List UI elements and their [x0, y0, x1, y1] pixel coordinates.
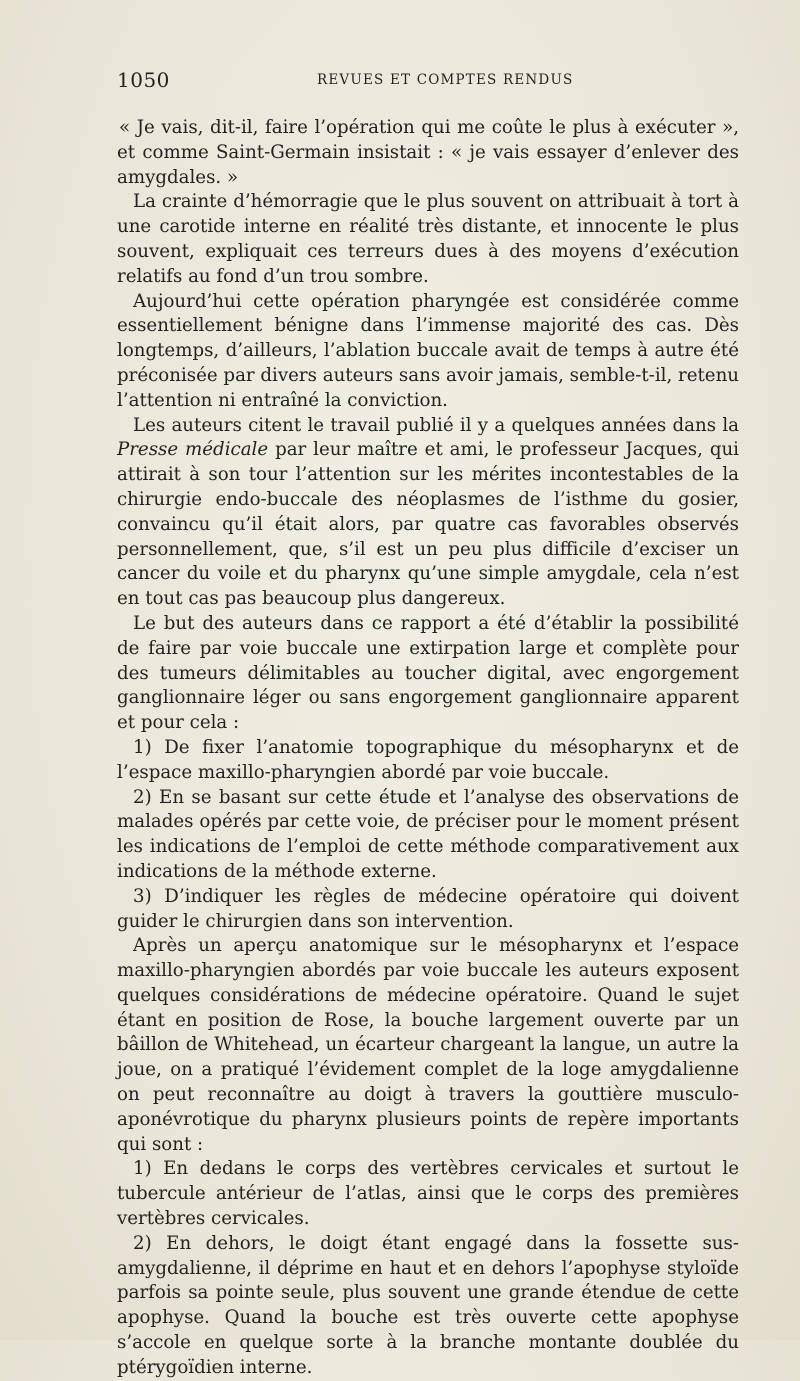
- paragraph-quote: « Je vais, dit-il, faire l’opération qui me coûte le plus à exécuter », et comme Saint-Germain insistait : « je vais essayer d’enlever des amygdales. »: [117, 117, 739, 188]
- body-text: [117, 116, 739, 1381]
- paragraph-today: Aujourd’hui cette opération pharyngée est considérée comme essentiellement bénigne dans l’immense majorité des cas. Dès longtemps, d’ailleurs, l’ablation buccale avait de temps à autre été préconisée par divers auteurs sans avoir jamais, semble-t-il, retenu l’attention ni entraîné la conviction.: [117, 290, 739, 411]
- paragraph-authors-cite-start: Les auteurs citent le travail publié il y a quelques années dans la: [133, 414, 739, 436]
- paragraph-anatomy: Après un aperçu anatomique sur le mésopharynx et l’espace maxillo-pharyngien abordés par voie buccale les auteurs exposent quelques considérations de médecine opératoire. Quand le sujet étant en position de Rose, la bouche largement ouverte par un bâillon de Whitehead, un écarteur chargeant la langue, un autre la joue, on a pratiqué l’évidement complet de la loge amygdalienne on peut reconnaître au doigt à travers la gouttière musculo-aponévrotique du pharynx plusieurs points de repère importants qui sont :: [117, 935, 739, 1155]
- paragraph-hemorrhage: La crainte d’hémorragie que le plus souvent on attribuait à tort à une carotide interne en réalité très distante, et innocente le plus souvent, expliquait ces terreurs dues à des moyens d’exécution relatifs au fond d’un trou sombre.: [117, 191, 739, 287]
- page-number: 1050: [117, 68, 170, 92]
- list-item-3: 3) D’indiquer les règles de médecine opératoire qui doivent guider le chirurgien dans son intervention.: [117, 885, 739, 932]
- landmark-item-1: 1) En dedans le corps des vertèbres cervicales et surtout le tubercule antérieur de l’atlas, ainsi que le corps des premières vertèbres cervicales.: [117, 1158, 739, 1230]
- page-header: [117, 68, 737, 92]
- running-head: REVUES ET COMPTES RENDUS: [317, 72, 574, 88]
- list-item-1: 1) De fixer l’anatomie topographique du mésopharynx et de l’espace maxillo-pharyngien abordé par voie buccale.: [117, 736, 739, 783]
- landmark-item-2: 2) En dehors, le doigt étant engagé dans la fossette sus-amygdalienne, il déprime en haut et en dehors l’apophyse styloïde parfois sa pointe seule, plus souvent une grande étendue de cette apophyse. Quand la bouche est très ouverte cette apophyse s’accole en quelque sorte à la branche montante doublée du ptérygoïdien interne.: [117, 1232, 739, 1378]
- paragraph-authors-cite-end: par leur maître et ami, le professeur Jacques, qui attirait à son tour l’attention sur les mérites incontestables de la chirurgie endo-buccale des néoplasmes de l’isthme du gosier, convaincu qu’il était alors, par quatre cas favorables observés personnellement, que, s’il est un peu plus difficile d’exciser un cancer du voile et du pharynx qu’une simple amygdale, cela n’est en tout cas pas beaucoup plus dangereux.: [117, 439, 739, 610]
- journal-title: Presse médicale: [117, 439, 269, 461]
- paragraph-goal: Le but des auteurs dans ce rapport a été d’établir la possibilité de faire par voie buccale une extirpation large et complète pour des tumeurs délimitables au toucher digital, avec engorgement ganglionnaire léger ou sans engorgement ganglionnaire apparent et pour cela :: [117, 612, 739, 734]
- list-item-2: 2) En se basant sur cette étude et l’analyse des observations de malades opérés par cette voie, de préciser pour le moment présent les indications de l’emploi de cette méthode comparativement aux indications de la méthode externe.: [117, 786, 739, 882]
- paragraph-authors-cite: [117, 414, 739, 612]
